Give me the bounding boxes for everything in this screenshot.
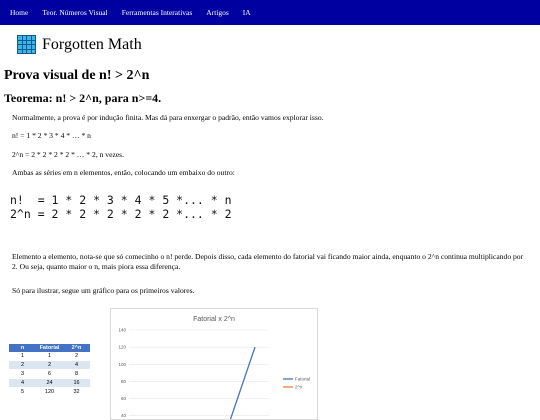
power-definition: 2^n = 2 * 2 * 2 * 2 * … * 2, n vezes. [12, 150, 125, 159]
chart-title: Fatorial x 2^n [193, 316, 235, 323]
table-cell: 8 [63, 370, 90, 379]
y-tick-label: 140 [118, 327, 126, 333]
values-table [9, 344, 90, 397]
table-row [9, 361, 90, 370]
nav-interactive-tools-link[interactable]: Ferramentas Interativas [121, 8, 193, 17]
y-tick-label: 80 [120, 378, 126, 384]
table-cell: 3 [9, 370, 36, 379]
factorial-definition: n! = 1 * 2 * 3 * 4 * … * n [12, 131, 91, 140]
table-cell: 5 [9, 388, 36, 397]
table-header-fatorial: Fatorial [36, 344, 63, 352]
table-header-row [9, 344, 90, 352]
y-tick-label: 100 [118, 361, 126, 367]
table-cell: 4 [63, 361, 90, 370]
code-line-factorial: n! = 1 * 2 * 3 * 4 * 5 *... * n [10, 193, 232, 207]
top-navbar [0, 0, 540, 25]
nav-ai-link[interactable]: IA [242, 8, 251, 17]
table-cell: 1 [9, 352, 36, 361]
both-series-paragraph: Ambas as séries em n elementos, então, colocando um embaixo do outro: [12, 168, 235, 177]
factorial-vs-power-chart [110, 308, 318, 420]
explanation-paragraph: Elemento a elemento, nota-se que só comecinho o n! perde. Depois disso, cada elemento do fatorial vai ficando maior ainda, enquanto o 2^n continua multiplicando por 2. Ou seja, quanto maior o n, mais piora essa diferença. [12, 252, 524, 271]
comparison-code-block [10, 193, 232, 221]
legend-label: 2^n [295, 384, 303, 390]
table-cell: 4 [9, 379, 36, 388]
page-title: Prova visual de n! > 2^n [4, 68, 150, 83]
table-row [9, 388, 90, 397]
nav-visual-number-theory-link[interactable]: Teor. Números Visual [42, 8, 108, 17]
nav-home-link[interactable]: Home [10, 8, 29, 17]
table-cell: 6 [36, 370, 63, 379]
table-cell: 120 [36, 388, 63, 397]
chart-svg [111, 309, 317, 419]
intro-paragraph: Normalmente, a prova é por indução finita. Mas dá para enxergar o padrão, então vamos explorar isso. [12, 113, 324, 122]
table-header-n: n [9, 344, 36, 352]
table-row [9, 379, 90, 388]
nav-articles-link[interactable]: Artigos [206, 8, 229, 17]
table-header-power: 2^n [63, 344, 90, 352]
series-line-fatorial [143, 347, 255, 419]
table-cell: 16 [63, 379, 90, 388]
table-cell: 2 [63, 352, 90, 361]
y-tick-label: 60 [120, 396, 126, 402]
y-tick-label: 120 [118, 344, 126, 350]
table-row [9, 370, 90, 379]
theorem-heading: Teorema: n! > 2^n, para n>=4. [4, 91, 162, 105]
grid-icon [17, 35, 36, 54]
table-cell: 1 [36, 352, 63, 361]
illustrate-paragraph: Só para ilustrar, segue um gráfico para os primeiros valores. [12, 286, 195, 295]
site-name: Forgotten Math [42, 35, 142, 53]
table-cell: 32 [63, 388, 90, 397]
table-cell: 2 [9, 361, 36, 370]
table-cell: 2 [36, 361, 63, 370]
y-tick-label: 40 [120, 413, 126, 419]
table-row [9, 352, 90, 361]
legend-label: Fatorial [295, 376, 311, 382]
table-cell: 24 [36, 379, 63, 388]
code-line-power: 2^n = 2 * 2 * 2 * 2 * 2 *... * 2 [10, 207, 232, 221]
site-brand[interactable] [17, 35, 142, 54]
